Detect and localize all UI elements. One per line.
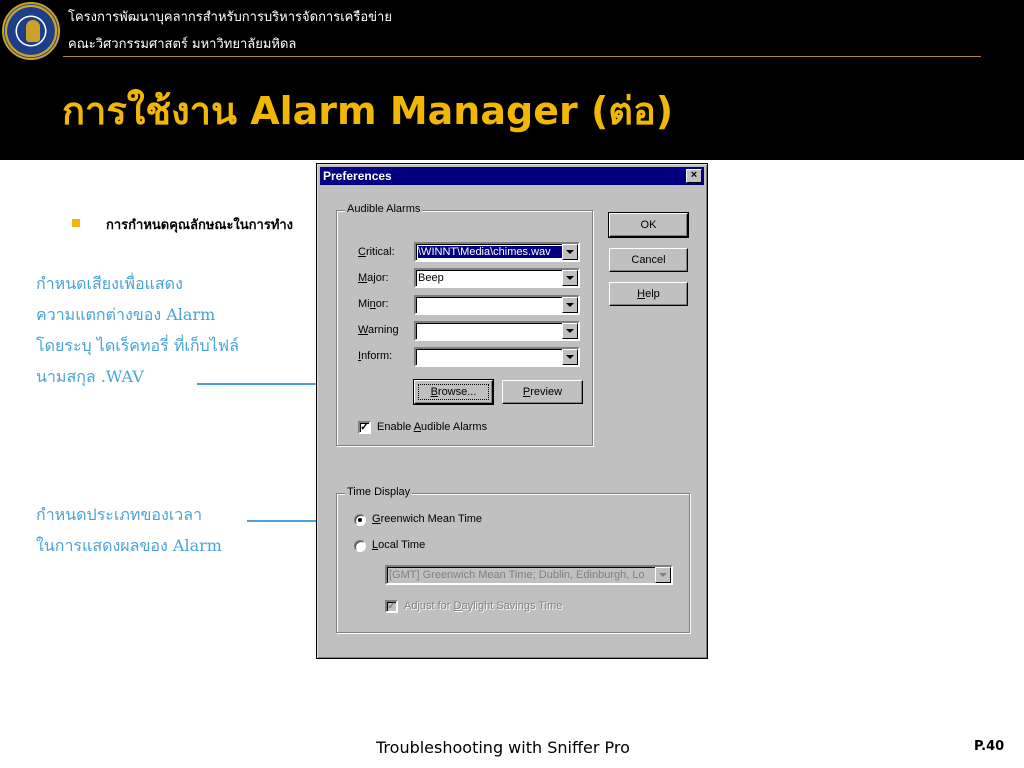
chevron-down-icon[interactable] bbox=[562, 297, 578, 313]
dialog-titlebar[interactable] bbox=[320, 167, 704, 185]
group-label: Audible Alarms bbox=[347, 203, 421, 215]
annotation-time bbox=[36, 499, 222, 561]
gmt-label: Greenwich Mean Time bbox=[372, 513, 483, 525]
chevron-down-icon[interactable] bbox=[562, 349, 578, 365]
combo-value: [GMT] Greenwich Mean Time; Dublin, Edinburgh, Lo bbox=[389, 569, 645, 581]
annotation-line: กำหนดเสียงเพื่อแสดง bbox=[36, 274, 183, 293]
minor-sound-select[interactable] bbox=[414, 295, 580, 315]
org-name-line1: โครงการพัฒนาบุคลากรสำหรับการบริหารจัดการเครือข่าย bbox=[68, 10, 392, 25]
major-label: Major: bbox=[358, 272, 389, 284]
university-seal-logo bbox=[2, 2, 60, 60]
help-button[interactable]: Help bbox=[609, 282, 688, 306]
footer-title: Troubleshooting with Sniffer Pro bbox=[376, 738, 630, 757]
timezone-select[interactable] bbox=[385, 565, 673, 585]
page-number: P.40 bbox=[974, 739, 1005, 754]
bullet-square-icon bbox=[72, 219, 80, 227]
time-display-group bbox=[336, 486, 690, 633]
browse-button[interactable]: Browse... bbox=[414, 380, 493, 404]
inform-sound-select[interactable] bbox=[414, 347, 580, 367]
enable-audible-alarms-checkbox[interactable]: ✓ bbox=[358, 421, 371, 434]
chevron-down-icon[interactable] bbox=[562, 270, 578, 286]
minor-label: Minor: bbox=[358, 298, 389, 310]
annotation-line: กำหนดประเภทของเวลา bbox=[36, 505, 203, 524]
annotation-line: ความแตกต่างของ Alarm bbox=[36, 305, 216, 324]
combo-value: Beep bbox=[418, 272, 444, 284]
daylight-savings-label: Adjust for Daylight Savings Time bbox=[404, 600, 563, 612]
combo-value: \WINNT\Media\chimes.wav bbox=[418, 246, 562, 258]
local-time-radio[interactable] bbox=[354, 540, 366, 552]
slide-header bbox=[0, 0, 1024, 160]
chevron-down-icon[interactable] bbox=[562, 244, 578, 260]
annotation-sound bbox=[36, 268, 239, 392]
gmt-radio[interactable] bbox=[354, 514, 366, 526]
ok-button[interactable]: OK bbox=[609, 213, 688, 237]
annotation-line: ในการแสดงผลของ Alarm bbox=[36, 536, 222, 555]
slide-title: การใช้งาน Alarm Manager (ต่อ) bbox=[62, 89, 674, 133]
warning-sound-select[interactable] bbox=[414, 321, 580, 341]
annotation-line: โดยระบุ ไดเร็คทอรี่ ที่เก็บไฟล์ bbox=[36, 336, 239, 355]
bullet-text: การกำหนดคุณลักษณะในการทำง bbox=[106, 218, 294, 233]
major-sound-select[interactable] bbox=[414, 268, 580, 288]
warning-label: Warning bbox=[358, 324, 399, 336]
chevron-down-icon[interactable] bbox=[655, 567, 671, 583]
preferences-dialog bbox=[316, 163, 708, 659]
critical-sound-select[interactable] bbox=[414, 242, 580, 262]
daylight-savings-checkbox[interactable]: ✓ bbox=[385, 600, 398, 613]
group-label: Time Display bbox=[347, 486, 411, 498]
local-time-label: Local Time bbox=[372, 539, 426, 551]
dialog-title: Preferences bbox=[323, 169, 392, 183]
inform-label: Inform: bbox=[358, 350, 393, 362]
annotation-line: นามสกุล .WAV bbox=[36, 367, 144, 386]
close-icon[interactable]: × bbox=[686, 169, 702, 183]
enable-audible-alarms-label: Enable Audible Alarms bbox=[377, 421, 488, 433]
critical-label: Critical: bbox=[358, 246, 395, 258]
org-name-line2: คณะวิศวกรรมศาสตร์ มหาวิทยาลัยมหิดล bbox=[68, 37, 297, 52]
chevron-down-icon[interactable] bbox=[562, 323, 578, 339]
preview-button[interactable]: Preview bbox=[502, 380, 583, 404]
audible-alarms-group bbox=[336, 203, 593, 446]
cancel-button[interactable]: Cancel bbox=[609, 248, 688, 272]
header-divider bbox=[63, 56, 981, 57]
